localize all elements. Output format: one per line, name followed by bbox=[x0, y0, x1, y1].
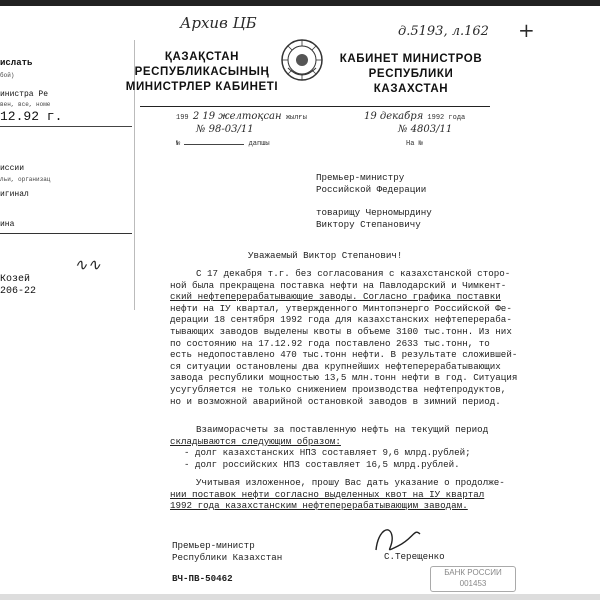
footer-code: ВЧ-ПВ-50462 bbox=[172, 573, 233, 584]
addressee-line-2: Российской Федерации bbox=[316, 183, 427, 195]
bank-stamp-text: БАНК РОССИИ bbox=[444, 568, 502, 577]
p1-line-12: но и возможной аварийной остановкой заводов в зимний период. bbox=[170, 395, 501, 407]
stub-line-8: игинал bbox=[0, 190, 29, 199]
signature-title-1: Премьер-министр bbox=[172, 540, 255, 551]
left-stub bbox=[0, 40, 136, 310]
signature-title bbox=[172, 540, 282, 563]
p1-line-11: усугубляется не только снижением производства нефтепродуктов, bbox=[170, 383, 507, 395]
dateline-right-number: № 4803/11 bbox=[398, 124, 453, 135]
stub-line-7: льи, организац bbox=[0, 176, 51, 183]
scan-edge-top bbox=[0, 0, 600, 6]
letterhead-kz-line-2: РЕСПУБЛИКАСЫНЫҢ bbox=[134, 66, 270, 78]
dateline-left bbox=[176, 112, 316, 123]
p3-line-2: нии поставок нефти согласно выделенных квот на IУ квартал bbox=[170, 488, 485, 500]
dateline-right-pre-number: На № bbox=[406, 140, 423, 148]
p1-line-1: С 17 декабря т.г. без согласования с казахстанской сторо- bbox=[196, 268, 511, 279]
dateline-right-year-suffix: 2 года bbox=[440, 114, 466, 122]
stub-scribble: ∿∿ bbox=[74, 255, 101, 274]
p1-line-2: ной была прекращена поставка нефти на Павлодарский и Чимкент- bbox=[170, 279, 507, 291]
stub-line-3: инистра Ре bbox=[0, 90, 49, 99]
p1-line-4: нефти на IУ квартал, утвержденного Минтопэнерго Российской Фе- bbox=[170, 302, 512, 314]
signature-name: С.Терещенко bbox=[384, 551, 445, 562]
letterhead-kz-line-1: ҚАЗАҚСТАН bbox=[164, 51, 240, 63]
bank-stamp-number: 001453 bbox=[459, 579, 487, 588]
stub-line-5: 12.92 г. bbox=[0, 109, 63, 124]
stub-line-2: бой) bbox=[0, 72, 15, 79]
dateline-right bbox=[364, 112, 504, 123]
addressee-line-1: Премьер-министру bbox=[316, 172, 405, 183]
signature-title-2: Республики Казахстан bbox=[172, 551, 283, 563]
body-paragraph-3 bbox=[170, 477, 510, 512]
dateline-left-label: дапшы bbox=[248, 140, 270, 148]
stub-line-11: 206-22 bbox=[0, 286, 37, 297]
body-paragraph-2 bbox=[170, 424, 510, 470]
stub-divider-2 bbox=[0, 233, 132, 234]
stub-line-1: ислать bbox=[0, 58, 33, 68]
archive-reference: д.5193, л.162 bbox=[398, 24, 489, 39]
letterhead-russian bbox=[326, 52, 496, 97]
letterhead-rule bbox=[140, 106, 490, 107]
letterhead-ru-line-2: РЕСПУБЛИКИ bbox=[368, 68, 454, 80]
archive-plus-mark: + bbox=[518, 18, 535, 42]
stub-line-6: иссии bbox=[0, 164, 25, 173]
p1-line-6: тывающих заводов выделены квоты в объеме 3100 тыс.тонн. Из них bbox=[170, 325, 512, 337]
addressee-line-4: Виктору Степановичу bbox=[316, 218, 421, 230]
dateline-right-year-prefix: 199 bbox=[427, 114, 441, 122]
dateline-left-pre-number bbox=[176, 140, 270, 149]
salutation: Уважаемый Виктор Степанович! bbox=[248, 250, 403, 261]
stub-line-4: вен, все, номе bbox=[0, 101, 51, 108]
p3-line-1: Учитывая изложенное, прошу Вас дать указание о продолже- bbox=[196, 477, 505, 488]
letterhead-kazakh bbox=[122, 50, 282, 95]
p2-line-1: Взаиморасчеты за поставленную нефть на текущий период bbox=[196, 424, 489, 435]
addressee-block bbox=[316, 172, 516, 230]
stub-line-10: Козей bbox=[0, 274, 31, 285]
dateline-left-date: 2 19 желтоқсан bbox=[192, 111, 282, 122]
scan-edge-bottom bbox=[0, 594, 600, 600]
bank-stamp bbox=[430, 566, 516, 592]
addressee-line-3: товарищу Черномырдину bbox=[316, 207, 432, 219]
dateline-left-pre-number-sign: № bbox=[176, 140, 181, 148]
p1-line-10: завода республики мощностью 13,5 млн.тонн нефти в год. Ситуация bbox=[170, 372, 518, 384]
dateline-left-year-prefix: 199 bbox=[176, 114, 189, 122]
p3-line-3: 1992 года казахстанским нефтеперерабатывающим заводам. bbox=[170, 500, 468, 512]
p2-line-4: - долг российских НПЗ составляет 16,5 млрд.рублей. bbox=[184, 458, 460, 470]
body-paragraph-1 bbox=[170, 268, 518, 407]
dateline-left-year-suffix: жылғы bbox=[285, 114, 307, 122]
dateline-left-number: № 98-03/11 bbox=[196, 124, 254, 135]
stub-divider-1 bbox=[0, 126, 132, 127]
p1-line-3: ский нефтеперерабатывающие заводы. Согласно графика поставки bbox=[170, 291, 501, 303]
archive-note: Архив ЦБ bbox=[180, 14, 257, 32]
p1-line-7: по состоянию на 17.12.92 года поставлено 2633 тыс.тонн, то bbox=[170, 337, 490, 349]
p1-line-8: есть недопоставлено 470 тыс.тонн нефти. В результате сложившей- bbox=[170, 349, 518, 361]
letterhead-ru-line-3: КАЗАХСТАН bbox=[373, 83, 449, 95]
p1-line-5: дерации 18 сентября 1992 года для казахстанских нефтеперераба- bbox=[170, 314, 512, 326]
state-emblem-icon bbox=[280, 38, 324, 82]
letterhead-kz-line-3: МИНИСТРЛЕР КАБИНЕТІ bbox=[125, 81, 279, 93]
dateline-right-date: 19 декабря bbox=[364, 111, 424, 122]
p2-line-3: - долг казахстанских НПЗ составляет 9,6 млрд.рублей; bbox=[184, 447, 471, 459]
p2-line-2: складываются следующим образом: bbox=[170, 435, 341, 447]
p1-line-9: ся ситуации остановлены два крупнейших нефтеперерабатывающих bbox=[170, 360, 501, 372]
stub-line-9: ина bbox=[0, 220, 15, 229]
letterhead-ru-line-1: КАБИНЕТ МИНИСТРОВ bbox=[339, 53, 483, 65]
